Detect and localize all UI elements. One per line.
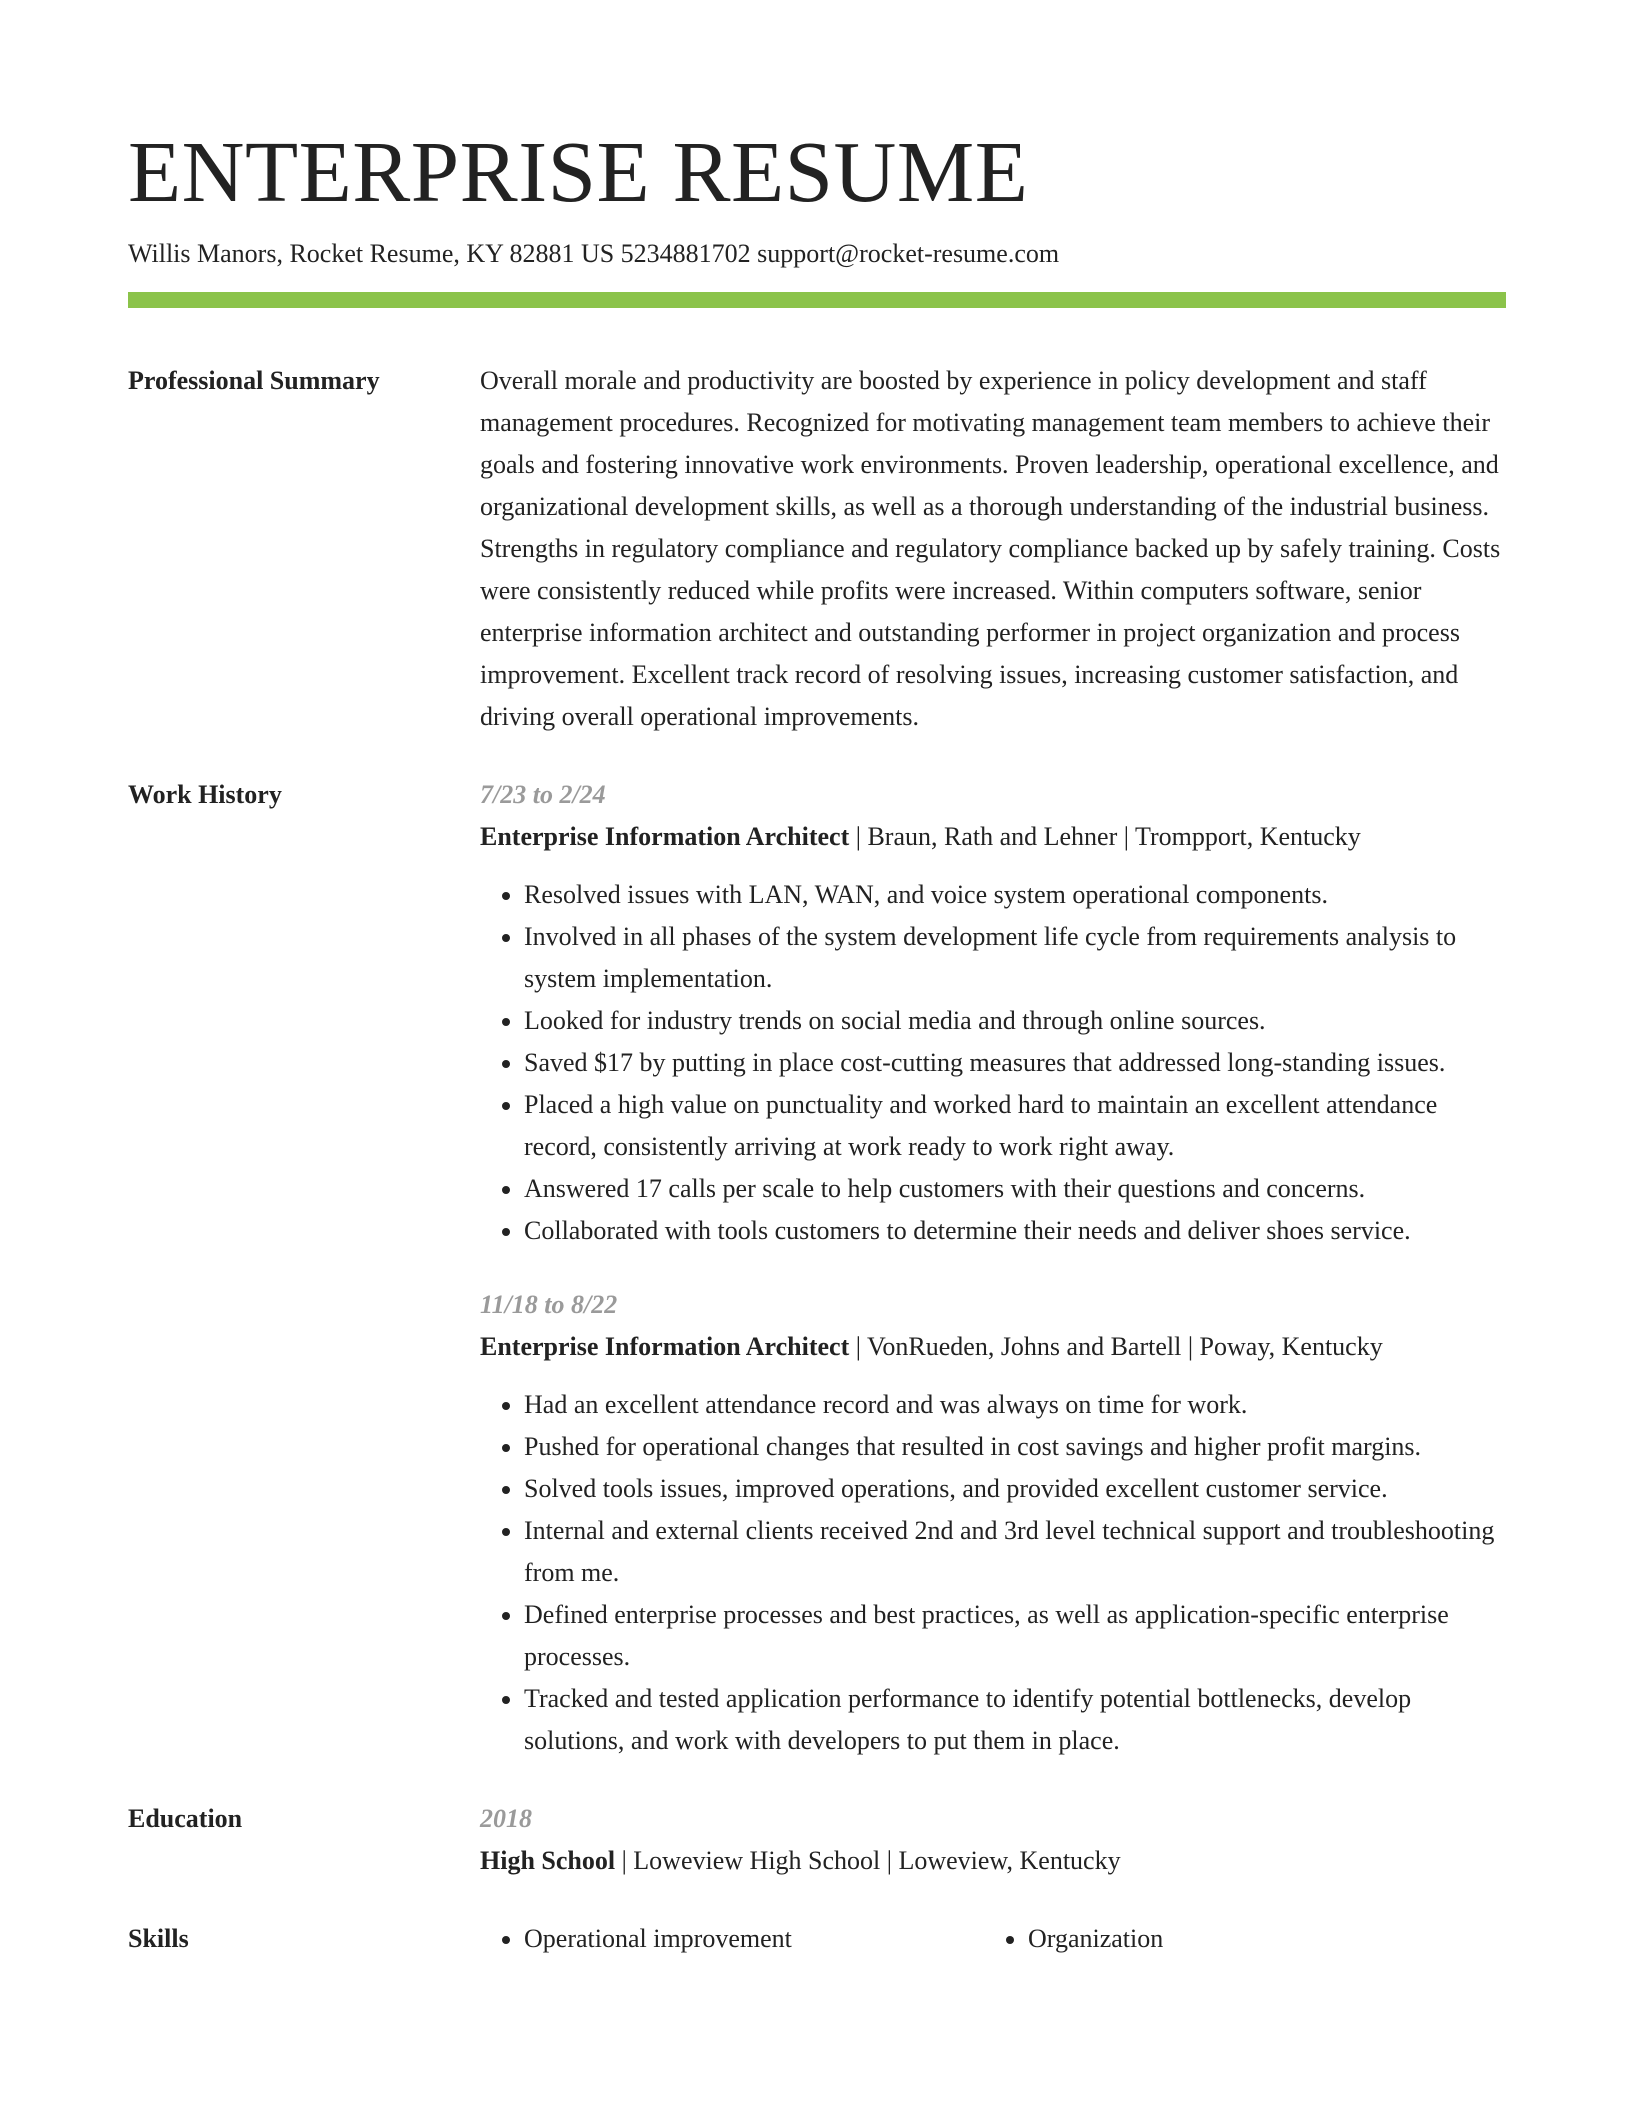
- job-bullet: • Defined enterprise processes and best practices, as well as application-specific enterprise processes.: [524, 1594, 1506, 1678]
- education-year: 2018: [480, 1804, 532, 1833]
- job-dates: 11/18 to 8/22: [480, 1290, 618, 1319]
- job-bullet: • Solved tools issues, improved operations, and provided excellent customer service.: [524, 1468, 1506, 1510]
- contact-info: Willis Manors, Rocket Resume, KY 82881 US 5234881702 support@rocket-resume.com: [128, 239, 1060, 268]
- work-history-section: [128, 774, 1506, 1762]
- job-title: Enterprise Information Architect: [480, 822, 850, 851]
- skills-heading: Skills: [128, 1924, 189, 1953]
- resume-name: ENTERPRISE RESUME: [128, 123, 1029, 220]
- job-role-line: [480, 1326, 1506, 1368]
- skills-section: [128, 1918, 1506, 1960]
- work-history-heading: Work History: [128, 780, 282, 809]
- accent-divider: [128, 292, 1506, 308]
- skill-item: • Operational improvement: [524, 1918, 984, 1960]
- education-details: | Loweview High School | Loweview, Kentucky: [615, 1846, 1121, 1875]
- job-dates: 7/23 to 2/24: [480, 780, 606, 809]
- job-bullet: • Involved in all phases of the system development life cycle from requirements analysis to system implementation.: [524, 916, 1506, 1000]
- job-bullet: • Internal and external clients received 2nd and 3rd level technical support and troubleshooting from me.: [524, 1510, 1506, 1594]
- job-entry: [480, 1284, 1506, 1762]
- education-degree: High School: [480, 1846, 616, 1875]
- job-bullets: [480, 874, 1506, 1252]
- skills-column: [480, 1918, 984, 1960]
- job-role-line: [480, 816, 1506, 858]
- skills-column: [984, 1918, 1488, 1960]
- summary-section: [128, 360, 1506, 738]
- job-bullet: • Pushed for operational changes that resulted in cost savings and higher profit margins.: [524, 1426, 1506, 1468]
- summary-text: Overall morale and productivity are boosted by experience in policy development and staff management procedures. Recognized for motivating management team members to achieve their goals and fostering innovative work environments. Proven leadership, operational excellence, and organizational development skills, as well as a thorough understanding of the industrial business. Strengths in regulatory compliance and regulatory compliance backed up by safely training. Costs were consistently reduced while profits were increased. Within computers software, senior enterprise information architect and outstanding performer in project organization and process improvement. Excellent track record of resolving issues, increasing customer satisfaction, and driving overall operational improvements.: [480, 366, 1501, 731]
- job-bullet: • Collaborated with tools customers to determine their needs and deliver shoes service.: [524, 1210, 1506, 1252]
- job-details: | Braun, Rath and Lehner | Trompport, Kentucky: [849, 822, 1361, 851]
- skills-grid: [480, 1918, 1506, 1960]
- job-bullet: • Looked for industry trends on social media and through online sources.: [524, 1000, 1506, 1042]
- job-entry: [480, 774, 1506, 1252]
- skill-item: • Organization: [1028, 1918, 1488, 1960]
- job-bullet: • Answered 17 calls per scale to help customers with their questions and concerns.: [524, 1168, 1506, 1210]
- education-line: [480, 1840, 1506, 1882]
- job-bullet: • Had an excellent attendance record and was always on time for work.: [524, 1384, 1506, 1426]
- job-details: | VonRueden, Johns and Bartell | Poway, Kentucky: [849, 1332, 1383, 1361]
- education-heading: Education: [128, 1804, 243, 1833]
- summary-heading: Professional Summary: [128, 366, 380, 395]
- job-bullet: • Resolved issues with LAN, WAN, and voice system operational components.: [524, 874, 1506, 916]
- job-bullet: • Saved $17 by putting in place cost-cutting measures that addressed long-standing issues.: [524, 1042, 1506, 1084]
- job-title: Enterprise Information Architect: [480, 1332, 850, 1361]
- job-bullet: • Tracked and tested application performance to identify potential bottlenecks, develop solutions, and work with developers to put them in place.: [524, 1678, 1506, 1762]
- resume-page: [128, 118, 1506, 1960]
- education-section: [128, 1798, 1506, 1882]
- job-bullet: • Placed a high value on punctuality and worked hard to maintain an excellent attendance record, consistently arriving at work ready to work right away.: [524, 1084, 1506, 1168]
- job-bullets: [480, 1384, 1506, 1762]
